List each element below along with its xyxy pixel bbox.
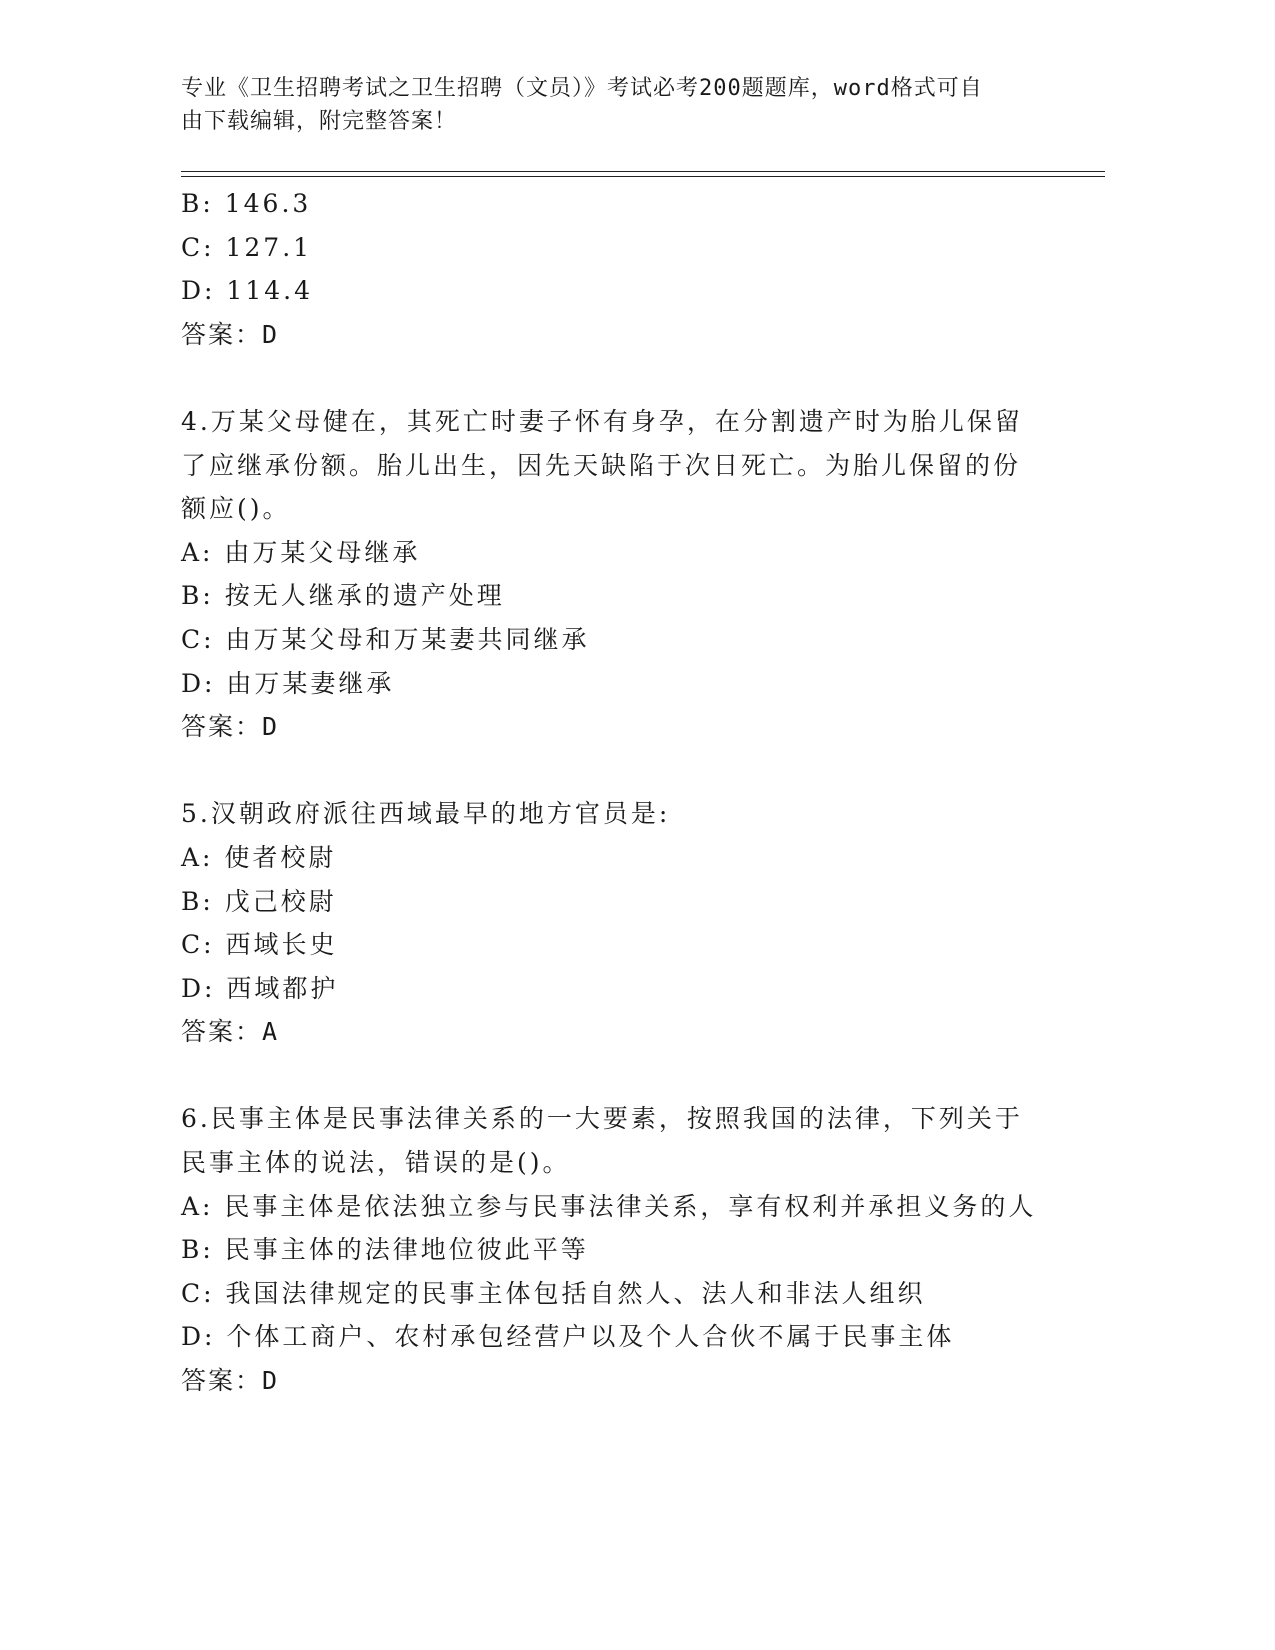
question-6 (181, 1097, 1081, 1402)
question-text-line: 了应继承份额。胎儿出生，因先天缺陷于次日死亡。为胎儿保留的份 (181, 450, 1022, 480)
question-text-line: 额应()。 (181, 494, 291, 524)
spacer (181, 356, 1081, 400)
question-3 (181, 182, 1081, 356)
question-text-line: 6.民事主体是民事法律关系的一大要素，按照我国的法律，下列关于 (181, 1104, 1023, 1134)
option-b: B: 按无人继承的遗产处理 (181, 581, 505, 611)
option-d: D: 个体工商户、农村承包经营户以及个人合伙不属于民事主体 (181, 1322, 955, 1352)
option-b: B: 戊己校尉 (181, 886, 337, 916)
answer: 答案：D (181, 712, 280, 742)
question-text-line: 5.汉朝政府派往西域最早的地方官员是: (181, 799, 671, 829)
question-list (181, 182, 1081, 1403)
option-d: D: 西域都护 (181, 973, 339, 1003)
header-divider-bottom (181, 176, 1105, 177)
answer: 答案：D (181, 1366, 280, 1396)
question-text-line: 4.万某父母健在，其死亡时妻子怀有身孕，在分割遗产时为胎儿保留 (181, 406, 1023, 436)
option-c: C: 我国法律规定的民事主体包括自然人、法人和非法人组织 (181, 1278, 926, 1308)
header-line-2: 由下载编辑，附完整答案！ (181, 109, 458, 134)
option-d: D: 由万某妻继承 (181, 668, 395, 698)
answer: 答案：A (181, 1017, 280, 1047)
header-divider-top (181, 171, 1105, 172)
answer: 答案：D (181, 319, 280, 349)
option-a: A: 使者校尉 (181, 842, 337, 872)
document-header (181, 72, 1041, 138)
option-b: B: 民事主体的法律地位彼此平等 (181, 1235, 589, 1265)
option-d: D: 114.4 (181, 276, 313, 306)
spacer (181, 749, 1081, 793)
header-line-1: 专业《卫生招聘考试之卫生招聘（文员）》考试必考200题题库，word格式可自 (181, 76, 983, 101)
option-c: C: 127.1 (181, 232, 313, 262)
question-4 (181, 400, 1081, 749)
option-c: C: 由万某父母和万某妻共同继承 (181, 624, 590, 654)
spacer (181, 1054, 1081, 1098)
option-a: A: 民事主体是依法独立参与民事法律关系，享有权利并承担义务的人 (181, 1191, 1037, 1221)
option-b: B: 146.3 (181, 189, 312, 218)
option-c: C: 西域长史 (181, 930, 338, 960)
question-text-line: 民事主体的说法，错误的是()。 (181, 1148, 571, 1178)
option-a: A: 由万某父母继承 (181, 537, 421, 567)
question-5 (181, 792, 1081, 1054)
